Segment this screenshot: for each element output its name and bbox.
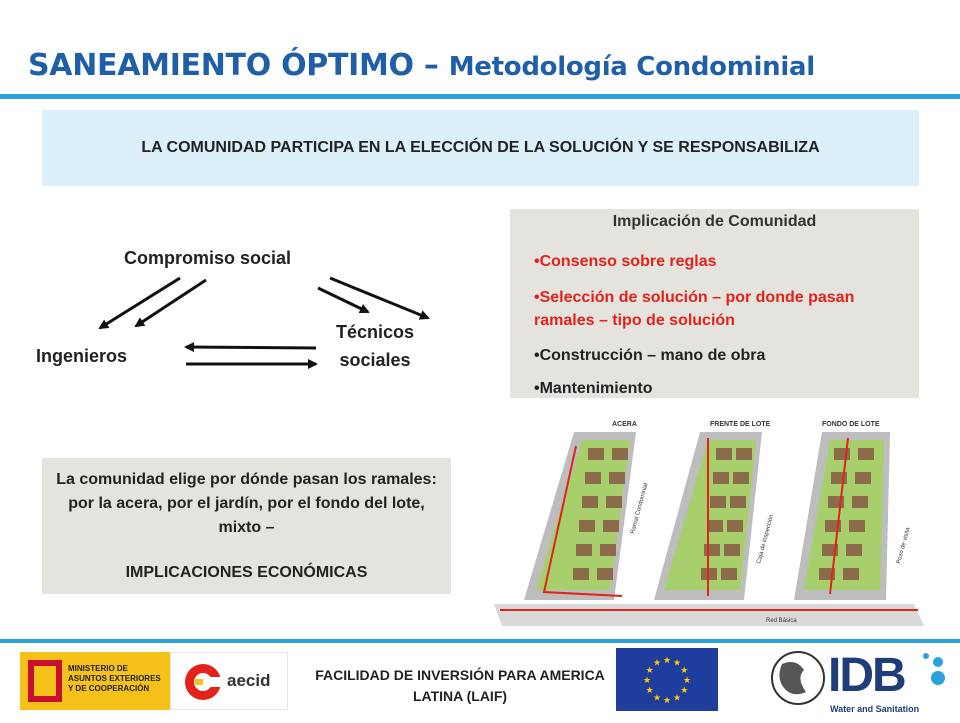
condominial-plan-illustration [494,414,924,626]
aecid-logo [170,652,288,710]
house-icon [612,448,628,460]
choice-caps: IMPLICACIONES ECONÓMICAS [125,564,368,581]
house-icon [603,520,619,532]
house-icon [582,496,598,508]
plan-annotation-red: Red Básica [766,618,797,624]
eu-star-icon: ★ [642,675,652,685]
aecid-text: aecid [227,671,271,690]
house-icon [707,520,723,532]
house-icon [704,544,720,556]
idb-logo [766,648,952,718]
eu-star-icon: ★ [672,657,682,668]
title-sub: Metodología Condominial [448,52,815,82]
title-main: SANEAMIENTO ÓPTIMO – [28,48,449,83]
house-icon [846,544,862,556]
house-icon [573,568,589,580]
plan-annotation-ramal: Ramal Condominial [630,482,650,535]
eu-star-icon: ★ [682,675,692,685]
house-icon [736,448,752,460]
implication-item-seleccion: •Selección de solución – por donde pasan ramales – tipo de solución [534,289,855,329]
idb-subtext: Water and Sanitation [830,704,920,714]
house-icon [849,520,865,532]
implication-item-construccion: •Construcción – mano de obra [534,347,766,364]
eu-star-icon: ★ [645,665,654,675]
tecnicos-line-1: Técnicos [336,322,415,342]
choice-text: La comunidad elige por dónde pasan los ramales: por la acera, por el jardín, por el fondo del lote, mixto – [56,471,437,536]
bottom-divider [0,639,960,643]
house-icon [585,472,601,484]
house-icon [855,472,871,484]
ministerio-text: MINISTERIO DE ASUNTOS EXTERIORES Y DE COOPERACIÓN [68,664,161,693]
eu-star-icon: ★ [662,655,672,665]
eu-star-icon: ★ [662,695,672,705]
node-tecnicos-sociales [336,318,414,374]
footer-laif-text: FACILIDAD DE INVERSIÓN PARA AMERICA LATINA (LAIF) [315,667,605,704]
house-icon [579,520,595,532]
implication-panel [510,209,919,398]
implication-title: Implicación de Comunidad [612,213,817,230]
node-ingenieros: Ingenieros [36,346,128,366]
house-icon [721,568,737,580]
house-icon [733,472,749,484]
house-icon [588,448,604,460]
house-icon [600,544,616,556]
eu-star-icon: ★ [652,657,662,668]
arrow-to-ingenieros-outer [100,278,180,328]
banner-text: LA COMUNIDAD PARTICIPA EN LA ELECCIÓN DE LA SOLUCIÓN Y SE RESPONSABILIZA [141,139,820,156]
house-icon [724,544,740,556]
house-icon [727,520,743,532]
ministerio-logo [20,652,170,710]
arrow-to-left [186,347,316,348]
eu-star-icon: ★ [680,685,689,695]
plan-annotation-caja: Caja de inspección [756,513,776,565]
house-icon [852,496,868,508]
plan-annotation-pozo: Pozo de visita [896,526,912,565]
house-icon [843,568,859,580]
idb-text: IDB [828,649,905,702]
house-icon [716,448,732,460]
implication-item-consenso: •Consenso sobre reglas [534,253,717,270]
tecnicos-line-2: sociales [339,350,411,370]
eu-star-icon: ★ [652,692,662,703]
house-icon [576,544,592,556]
plan-label-fondo: FONDO DE LOTE [822,421,880,428]
house-icon [606,496,622,508]
arrow-to-ingenieros-inner [136,280,206,326]
house-icon [710,496,726,508]
house-icon [609,472,625,484]
house-icon [858,448,874,460]
plan-label-frente: FRENTE DE LOTE [710,421,771,428]
plan-label-acera: ACERA [612,421,637,428]
eu-star-icon: ★ [672,692,682,703]
eu-star-icon: ★ [645,685,654,695]
arrow-to-tecnicos-outer [330,278,428,318]
house-icon [730,496,746,508]
eu-flag-icon [616,648,718,711]
house-icon [713,472,729,484]
house-icon [597,568,613,580]
node-compromiso-social: Compromiso social [124,248,292,268]
choice-panel [42,458,451,594]
eu-star-icon: ★ [680,665,689,675]
implication-item-mantenimiento: •Mantenimiento [534,380,653,397]
